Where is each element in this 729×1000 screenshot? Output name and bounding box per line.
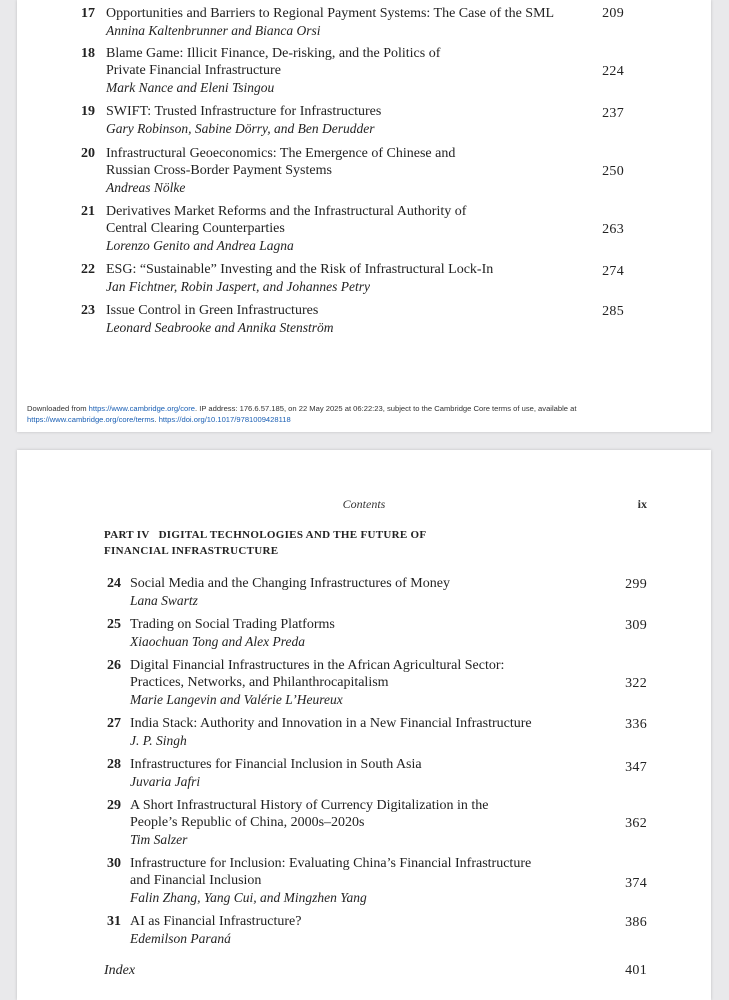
chapter-page-number: 347	[625, 760, 647, 775]
chapter-number: 19	[81, 104, 95, 119]
chapter-authors: Tim Salzer	[130, 832, 188, 847]
chapter-number: 20	[81, 146, 95, 161]
chapter-number: 25	[107, 617, 121, 632]
chapter-page-number: 336	[625, 717, 647, 732]
chapter-page-number: 274	[602, 264, 624, 279]
chapter-authors: Edemilson Paraná	[130, 931, 231, 946]
toc-page-top	[17, 0, 711, 432]
chapter-number: 28	[107, 757, 121, 772]
chapter-authors: J. P. Singh	[130, 733, 187, 748]
chapter-number: 18	[81, 46, 95, 61]
chapter-title: SWIFT: Trusted Infrastructure for Infrastructures	[106, 104, 382, 119]
chapter-title-line-2: and Financial Inclusion	[130, 873, 262, 888]
chapter-authors: Marie Langevin and Valérie L’Heureux	[130, 692, 343, 707]
chapter-title: Digital Financial Infrastructures in the African Agricultural Sector:	[130, 658, 505, 673]
chapter-title-line-2: Private Financial Infrastructure	[106, 63, 281, 78]
chapter-title: Blame Game: Illicit Finance, De-risking, and the Politics of	[106, 46, 441, 61]
chapter-title-line-2: Central Clearing Counterparties	[106, 221, 285, 236]
chapter-title-line-2: People’s Republic of China, 2000s–2020s	[130, 815, 365, 830]
chapter-page-number: 237	[602, 106, 624, 121]
chapter-number: 29	[107, 798, 121, 813]
chapter-authors: Jan Fichtner, Robin Jaspert, and Johannes Petry	[106, 279, 370, 294]
chapter-number: 31	[107, 914, 121, 929]
chapter-page-number: 309	[625, 618, 647, 633]
chapter-title: Infrastructure for Inclusion: Evaluating China’s Financial Infrastructure	[130, 856, 532, 871]
chapter-number: 27	[107, 716, 121, 731]
chapter-authors: Gary Robinson, Sabine Dörry, and Ben Derudder	[106, 121, 375, 136]
index-page-number: 401	[625, 963, 647, 978]
chapter-authors: Lorenzo Genito and Andrea Lagna	[106, 238, 294, 253]
index-entry-label: Index	[104, 963, 136, 978]
chapter-page-number: 322	[625, 676, 647, 691]
chapter-title-line-2: Russian Cross-Border Payment Systems	[106, 163, 332, 178]
chapter-page-number: 224	[602, 64, 624, 79]
chapter-authors: Leonard Seabrooke and Annika Stenström	[106, 320, 334, 335]
download-notice-prefix: Downloaded from	[27, 404, 89, 413]
download-notice	[27, 403, 707, 425]
cambridge-terms-link[interactable]: https://www.cambridge.org/core/terms	[27, 415, 155, 424]
chapter-page-number: 362	[625, 816, 647, 831]
chapter-number: 23	[81, 303, 95, 318]
chapter-authors: Falin Zhang, Yang Cui, and Mingzhen Yang	[130, 890, 367, 905]
chapter-authors: Mark Nance and Eleni Tsingou	[106, 80, 275, 95]
part-heading-line-1: PART IV DIGITAL TECHNOLOGIES AND THE FUTURE OF	[104, 529, 427, 541]
chapter-number: 24	[107, 576, 121, 591]
toc-page-bottom	[17, 450, 711, 1000]
chapter-page-number: 285	[602, 304, 624, 319]
chapter-title: AI as Financial Infrastructure?	[130, 914, 302, 929]
chapter-title: Social Media and the Changing Infrastructures of Money	[130, 576, 450, 591]
chapter-authors: Lana Swartz	[130, 593, 198, 608]
chapter-title: Trading on Social Trading Platforms	[130, 617, 335, 632]
chapter-page-number: 209	[602, 6, 624, 21]
doi-link[interactable]: https://doi.org/10.1017/9781009428118	[158, 415, 291, 424]
chapter-title: India Stack: Authority and Innovation in a New Financial Infrastructure	[130, 716, 532, 731]
chapter-authors: Annina Kaltenbrunner and Bianca Orsi	[106, 23, 321, 38]
chapter-number: 26	[107, 658, 121, 673]
chapter-title: A Short Infrastructural History of Currency Digitalization in the	[130, 798, 489, 813]
page-folio: ix	[637, 497, 647, 511]
chapter-authors: Andreas Nölke	[106, 180, 186, 195]
download-notice-text: . IP address: 176.6.57.185, on 22 May 2025 at 06:22:23, subject to the Cambridge Core terms of use, available at	[195, 404, 577, 413]
chapter-page-number: 299	[625, 577, 647, 592]
chapter-authors: Xiaochuan Tong and Alex Preda	[130, 634, 305, 649]
part-heading	[104, 527, 524, 559]
chapter-number: 21	[81, 204, 95, 219]
chapter-title: Issue Control in Green Infrastructures	[106, 303, 319, 318]
chapter-page-number: 374	[625, 876, 647, 891]
chapter-title-line-2: Practices, Networks, and Philanthrocapitalism	[130, 675, 389, 690]
chapter-page-number: 263	[602, 222, 624, 237]
chapter-title: ESG: “Sustainable” Investing and the Risk of Infrastructural Lock-In	[106, 262, 494, 277]
chapter-page-number: 250	[602, 164, 624, 179]
cambridge-core-link[interactable]: https://www.cambridge.org/core	[88, 404, 195, 413]
chapter-title: Infrastructures for Financial Inclusion in South Asia	[130, 757, 422, 772]
chapter-authors: Juvaria Jafri	[130, 774, 201, 789]
chapter-title: Opportunities and Barriers to Regional Payment Systems: The Case of the SML	[106, 6, 555, 21]
chapter-number: 22	[81, 262, 95, 277]
chapter-number: 30	[107, 856, 121, 871]
chapter-title: Infrastructural Geoeconomics: The Emergence of Chinese and	[106, 146, 456, 161]
link-separator: .	[154, 415, 159, 424]
chapter-title: Derivatives Market Reforms and the Infrastructural Authority of	[106, 204, 467, 219]
running-head: Contents	[342, 497, 386, 511]
part-heading-line-2: FINANCIAL INFRASTRUCTURE	[104, 545, 279, 557]
chapter-page-number: 386	[625, 915, 647, 930]
chapter-number: 17	[81, 6, 95, 21]
